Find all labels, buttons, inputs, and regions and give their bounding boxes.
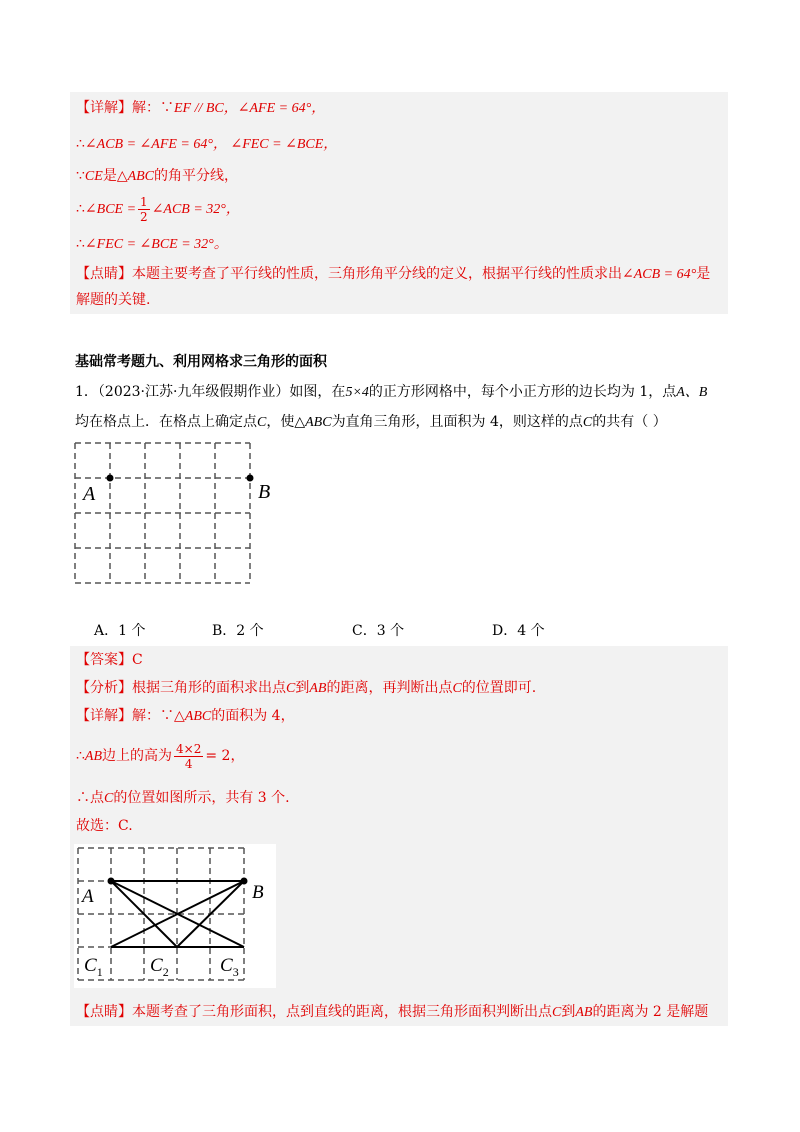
question-line-1: 1．（2023·江苏·九年级假期作业）如图，在5×4的正方形网格中，每个小正方形的边长均为 1，点A、B — [75, 384, 708, 400]
label-c3: $C_3$ — [220, 955, 239, 979]
fraction-height: $\frac{4\times 2}{4}$ — [176, 741, 202, 771]
position-line: ∴点C的位置如图所示，共有 3 个. — [76, 790, 290, 806]
comment-tag: 【点睛】 — [76, 266, 132, 282]
point-a — [107, 475, 114, 482]
analysis-line: 【分析】根据三角形的面积求出点C到AB的距离，再判断出点C的位置即可. — [76, 680, 537, 696]
fraction-half: $\frac{1}{2}$ — [140, 194, 148, 224]
label-a-2: A — [82, 886, 94, 907]
detail-line-4: ∴∠BCE = $\frac{1}{2}$ ∠ACB = 32°， — [76, 194, 240, 224]
comment-line: 【点睛】本题考查了三角形面积，点到直线的距离，根据三角形面积判断出点C到AB的距离为 2 是解题 — [76, 1004, 709, 1020]
solution-block-top — [70, 92, 728, 314]
comment-line-1: 【点睛】本题主要考查了平行线的性质，三角形角平分线的定义，根据平行线的性质求出∠ACB = 64°是 — [76, 266, 711, 282]
grid-figure-question — [70, 438, 285, 588]
answer-tag: 【答案】 — [76, 652, 132, 668]
option-a: A．1 个 — [94, 623, 146, 639]
detail-line-2: ∴∠ACB = ∠AFE = 64°， ∠FEC = ∠BCE， — [76, 136, 338, 152]
label-b: B — [258, 481, 271, 503]
detail-tag-2: 【详解】 — [76, 708, 132, 724]
point-a-2 — [108, 878, 115, 885]
comment-tag-2: 【点睛】 — [76, 1004, 132, 1020]
analysis-tag: 【分析】 — [76, 680, 132, 696]
label-c2: $C_2$ — [150, 955, 169, 979]
section-title: 基础常考题九、利用网格求三角形的面积 — [75, 354, 327, 370]
option-b: B．2 个 — [212, 623, 264, 639]
detail-line-5: ∴∠FEC = ∠BCE = 32°。 — [76, 236, 228, 252]
option-d: D．4 个 — [492, 623, 545, 639]
detail-line-3: ∵CE是△ABC的角平分线， — [76, 168, 239, 184]
height-line: ∴AB边上的高为 $\frac{4\times 2}{4}$ = 2， — [76, 741, 245, 771]
question-line-2: 均在格点上．在格点上确定点C，使△ABC为直角三角形，且面积为 4，则这样的点C的共有（ ） — [75, 414, 667, 430]
grid-figure-answer — [74, 844, 276, 988]
label-b-2: B — [252, 882, 264, 903]
choose-line: 故选：C. — [76, 818, 133, 834]
option-c: C．3 个 — [352, 623, 405, 639]
answer-line: 【答案】C — [76, 652, 143, 668]
label-a: A — [83, 483, 96, 505]
detail-line-1: 【详解】解：∵EF // BC，∠AFE = 64°， — [76, 100, 326, 116]
detail-tag: 【详解】 — [76, 100, 132, 116]
point-b-2 — [241, 878, 248, 885]
answer-block — [70, 646, 728, 1026]
point-b — [247, 475, 254, 482]
detail-line: 【详解】解：∵△ABC的面积为 4， — [76, 708, 295, 724]
label-c1: $C_1$ — [84, 955, 103, 979]
comment-line-2: 解题的关键. — [76, 292, 151, 308]
